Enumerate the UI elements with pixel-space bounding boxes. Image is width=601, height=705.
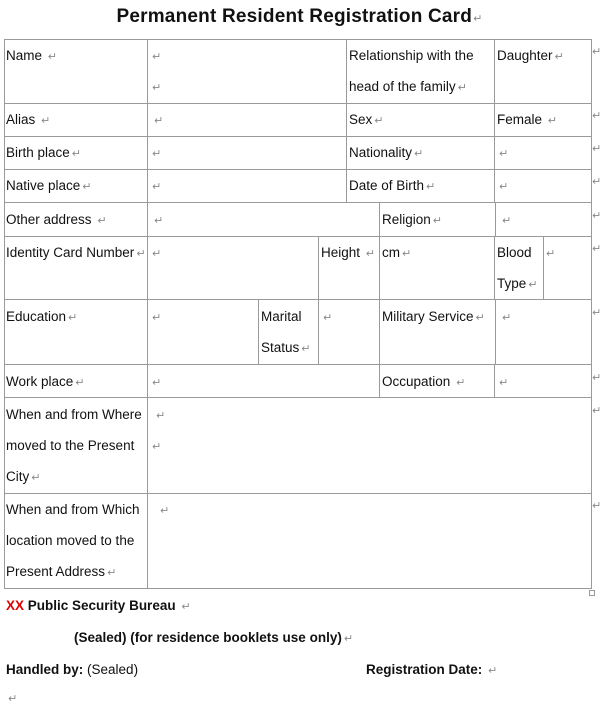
row-end-mark: ↵ [592, 307, 601, 319]
height-unit: cm ↵ [382, 245, 412, 260]
moved-city-value-field-line2[interactable]: ↵ [152, 441, 162, 453]
moved-address-label-line3: Present Address ↵ [6, 564, 117, 579]
religion-label: Religion ↵ [382, 212, 442, 227]
table-rule [318, 236, 319, 300]
occupation-value-field[interactable]: ↵ [499, 377, 509, 389]
table-rule [494, 39, 495, 203]
work-place-label: Work place ↵ [6, 374, 85, 389]
nationality-value-field[interactable]: ↵ [499, 148, 509, 160]
table-resize-handle[interactable] [589, 590, 595, 596]
education-label: Education ↵ [6, 309, 78, 324]
row-end-mark: ↵ [592, 405, 601, 417]
form-title: Permanent Resident Registration Card↵ [116, 6, 483, 27]
relationship-label-line2: head of the family ↵ [349, 79, 467, 94]
row-end-mark: ↵ [592, 210, 601, 222]
other-address-value-field[interactable]: ↵ [154, 215, 164, 227]
row-end-mark: ↵ [592, 372, 601, 384]
birth-place-label: Birth place ↵ [6, 145, 82, 160]
handled-by: Handled by: (Sealed) [6, 662, 139, 677]
identity-card-value-field[interactable]: ↵ [152, 248, 162, 260]
table-rule [494, 236, 495, 300]
identity-card-label: Identity Card Number ↵ [6, 245, 146, 260]
blood-type-label-line2: Type ↵ [497, 276, 538, 291]
row-end-mark: ↵ [592, 176, 601, 188]
marital-status-label-line2: Status ↵ [261, 340, 311, 355]
table-border [4, 39, 5, 589]
table-rule [495, 299, 496, 365]
table-rule [379, 299, 380, 365]
table-rule [318, 299, 319, 365]
table-rule [147, 39, 148, 589]
military-service-value-field[interactable]: ↵ [502, 312, 512, 324]
other-address-label: Other address ↵ [6, 212, 107, 227]
sealed-note: (Sealed) (for residence booklets use only) ↵ [74, 630, 354, 645]
marital-status-value-field[interactable]: ↵ [323, 312, 333, 324]
height-label: Height ↵ [321, 245, 376, 260]
moved-city-value-field[interactable]: ↵ [156, 410, 166, 422]
moved-address-label-line2: location moved to the [6, 533, 135, 548]
table-rule [495, 202, 496, 237]
moved-city-label-line2: moved to the Present [6, 438, 135, 453]
work-place-value-field[interactable]: ↵ [152, 377, 162, 389]
name-value-field[interactable]: ↵ [152, 51, 162, 63]
occupation-label: Occupation ↵ [382, 374, 466, 389]
birth-place-value-field[interactable]: ↵ [152, 148, 162, 160]
relationship-label: Relationship with the [349, 48, 474, 63]
table-rule [258, 299, 259, 365]
table-rule [346, 39, 347, 203]
row-end-mark: ↵ [592, 143, 601, 155]
date-of-birth-label: Date of Birth ↵ [349, 178, 436, 193]
nationality-label: Nationality ↵ [349, 145, 424, 160]
sex-label: Sex ↵ [349, 112, 384, 127]
end-mark: ↵ [8, 693, 18, 705]
military-service-label: Military Service ↵ [382, 309, 485, 324]
table-rule [379, 202, 380, 237]
table-rule [494, 364, 495, 398]
table-rule [379, 364, 380, 398]
moved-city-label-line3: City ↵ [6, 469, 41, 484]
blood-type-value-field[interactable]: ↵ [546, 248, 556, 260]
row-end-mark: ↵ [592, 46, 601, 58]
marital-status-label: Marital [261, 309, 302, 324]
native-place-label: Native place ↵ [6, 178, 92, 193]
sex-value[interactable]: Female ↵ [497, 112, 557, 127]
moved-address-value-field[interactable]: ↵ [160, 505, 170, 517]
alias-value-field[interactable]: ↵ [154, 115, 164, 127]
registration-date: Registration Date: ↵ [366, 662, 498, 677]
bureau-line: XX Public Security Bureau ↵ [6, 598, 191, 613]
religion-value-field[interactable]: ↵ [502, 215, 512, 227]
date-of-birth-value-field[interactable]: ↵ [499, 181, 509, 193]
education-value-field[interactable]: ↵ [152, 312, 162, 324]
table-rule [379, 236, 380, 300]
row-end-mark: ↵ [592, 110, 601, 122]
row-end-mark: ↵ [592, 243, 601, 255]
alias-label: Alias ↵ [6, 112, 51, 127]
row-end-mark: ↵ [592, 500, 601, 512]
blood-type-label: Blood [497, 245, 532, 260]
moved-address-label: When and from Which [6, 502, 140, 517]
name-value-field-line2[interactable]: ↵ [152, 82, 162, 94]
moved-city-label: When and from Where [6, 407, 142, 422]
native-place-value-field[interactable]: ↵ [152, 181, 162, 193]
relationship-value[interactable]: Daughter ↵ [497, 48, 564, 63]
name-label: Name ↵ [6, 48, 57, 63]
